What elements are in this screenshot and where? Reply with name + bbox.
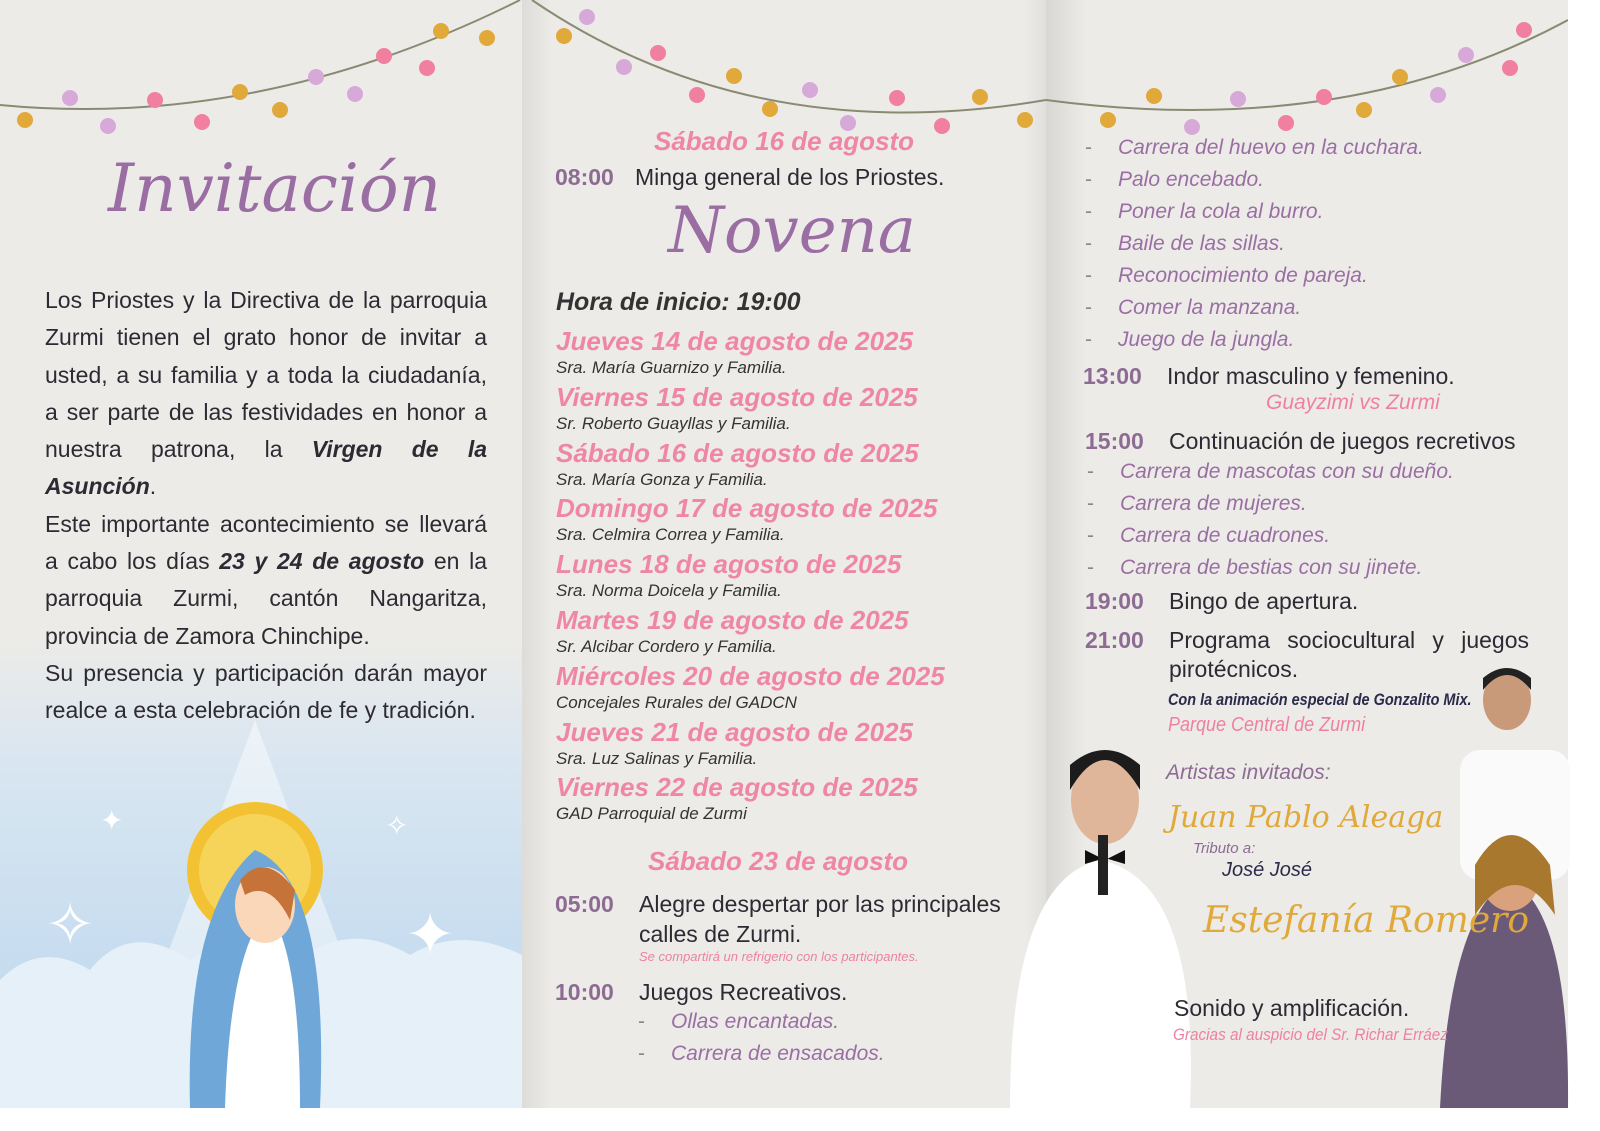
light-bulb-icon [17, 112, 33, 128]
game-item: - Poner la cola al burro. [1085, 200, 1324, 223]
event-activity: calles de Zurmi. [639, 921, 802, 947]
light-bulb-icon [194, 114, 210, 130]
novena-host: Sra. María Guarnizo y Familia. [556, 358, 787, 377]
light-bulb-icon [972, 89, 988, 105]
light-bulb-icon [232, 84, 248, 100]
event-activity: Bingo de apertura. [1169, 588, 1359, 614]
light-bulb-icon [762, 101, 778, 117]
light-bulb-icon [347, 86, 363, 102]
novena-date: Jueves 14 de agosto de 2025 [556, 326, 913, 356]
juan-pablo-photo [1010, 750, 1191, 1108]
light-bulb-icon [726, 68, 742, 84]
game-item: - Carrera de bestias con su jinete. [1087, 556, 1423, 579]
event-activity: Juegos Recreativos. [639, 979, 848, 1005]
light-bulb-icon [1316, 89, 1332, 105]
event-activity: pirotécnicos. [1169, 656, 1299, 682]
novena-date: Viernes 22 de agosto de 2025 [556, 772, 918, 803]
saturday16-heading: Sábado 16 de agosto [654, 126, 915, 156]
light-bulb-icon [1278, 115, 1294, 131]
artist-name: Estefanía Romero [1203, 900, 1530, 941]
light-bulb-icon [579, 9, 595, 25]
event-activity: Indor masculino y femenino. [1167, 363, 1455, 389]
light-bulb-icon [62, 90, 78, 106]
artists-label: Artistas invitados: [1166, 761, 1331, 784]
light-bulb-icon [616, 59, 632, 75]
light-bulb-icon [1356, 102, 1372, 118]
novena-date: Sábado 16 de agosto de 2025 [556, 437, 919, 468]
star-icon: ✦ [405, 901, 456, 968]
event-activity: Programa sociocultural y juegos [1169, 627, 1529, 653]
game-item: - Carrera de cuadrones. [1087, 524, 1331, 547]
light-bulb-icon [100, 118, 116, 134]
string-lights-left [0, 0, 522, 140]
light-bulb-icon [147, 92, 163, 108]
invitation-title: Invitación [108, 150, 442, 227]
event-activity: Alegre despertar por las principales [639, 891, 1001, 917]
animation-note: Con la animación especial de Gonzalito Mix. [1168, 690, 1472, 709]
light-bulb-icon [889, 90, 905, 106]
event-time: 15:00 [1085, 428, 1144, 454]
event-time: 10:00 [555, 979, 614, 1005]
light-bulb-icon [934, 118, 950, 134]
novena-start-time: Hora de inicio: 19:00 [556, 288, 801, 316]
event-location: Parque Central de Zurmi [1168, 714, 1366, 736]
novena-date: Domingo 17 de agosto de 2025 [556, 493, 938, 524]
virgin-mary-illustration [0, 720, 522, 1108]
light-bulb-icon [376, 48, 392, 64]
event-activity: Minga general de los Priostes. [635, 164, 945, 190]
novena-host: Sra. Celmira Correa y Familia. [556, 525, 785, 545]
light-bulb-icon [1516, 22, 1532, 38]
string-lights-right [1046, 0, 1568, 140]
novena-title: Novena [668, 194, 916, 268]
light-bulb-icon [479, 30, 495, 46]
novena-date: Jueves 21 de agosto de 2025 [556, 716, 913, 747]
light-bulb-icon [272, 102, 288, 118]
novena-host: Sra. Norma Doicela y Familia. [556, 581, 782, 601]
saturday23-heading: Sábado 23 de agosto [648, 846, 909, 876]
light-bulb-icon [1392, 69, 1408, 85]
game-item: - Carrera de ensacados. [638, 1042, 885, 1065]
novena-date: Martes 19 de agosto de 2025 [556, 605, 909, 635]
game-item: - Baile de las sillas. [1085, 232, 1285, 255]
star-icon: ✧ [45, 891, 96, 958]
artist-name: Juan Pablo Aleaga [1168, 800, 1444, 835]
game-item: - Juego de la jungla. [1085, 328, 1295, 351]
event-time: 05:00 [555, 891, 614, 917]
event-note: Se compartirá un refrigerio con los participantes. [639, 949, 919, 964]
novena-date: Lunes 18 de agosto de 2025 [556, 549, 902, 580]
invitation-panel [0, 0, 522, 1108]
light-bulb-icon [1146, 88, 1162, 104]
game-item: - Carrera de mascotas con su dueño. [1087, 460, 1454, 483]
game-item: - Comer la manzana. [1085, 296, 1302, 319]
event-time: 13:00 [1083, 363, 1142, 389]
light-bulb-icon [1017, 112, 1033, 128]
game-item: - Reconocimiento de pareja. [1085, 264, 1368, 287]
event-activity: Continuación de juegos recretivos [1169, 428, 1516, 454]
game-item: - Carrera de mujeres. [1087, 492, 1307, 515]
sound-note: Sonido y amplificación. [1174, 995, 1410, 1021]
light-bulb-icon [308, 69, 324, 85]
light-bulb-icon [1184, 119, 1200, 135]
sponsor-note: Gracias al auspicio del Sr. Richar Erráez [1173, 1025, 1448, 1044]
invitation-text: Los Priostes y la Directiva de la parroquia Zurmi tienen el grato honor de invitar a usted, a su familia y a toda la ciudadanía, a ser parte de las festividades en honor a nuestra patrona, la Virgen de la Asunción. Este importante acontecimiento se llevará a cabo los días 23 y 24 de agosto en la parroquia Zurmi, cantón Nangaritza, provincia de Zamora Chinchipe. Su presencia y participación darán mayor realce a esta celebración de fe y tradición. [45, 287, 488, 724]
event-time: 21:00 [1085, 627, 1144, 653]
game-item: - Palo encebado. [1085, 168, 1264, 191]
game-item: - Carrera del huevo en la cuchara. [1085, 136, 1424, 159]
novena-host: Concejales Rurales del GADCN [556, 692, 797, 712]
novena-date: Viernes 15 de agosto de 2025 [556, 381, 918, 412]
game-item: - Ollas encantadas. [638, 1010, 840, 1033]
light-bulb-icon [1230, 91, 1246, 107]
novena-host: GAD Parroquial de Zurmi [556, 804, 747, 824]
light-bulb-icon [1502, 60, 1518, 76]
light-bulb-icon [419, 60, 435, 76]
light-bulb-icon [1430, 87, 1446, 103]
light-bulb-icon [689, 87, 705, 103]
estefania-photo [1440, 835, 1568, 1108]
tribute-artist: José José [1222, 859, 1313, 881]
event-time: 08:00 [555, 164, 614, 190]
light-bulb-icon [433, 23, 449, 39]
star-icon: ✦ [100, 805, 124, 836]
light-bulb-icon [1458, 47, 1474, 63]
novena-host: Sr. Alcibar Cordero y Familia. [556, 637, 777, 656]
string-lights-middle [522, 0, 1046, 140]
novena-host: Sr. Roberto Guayllas y Familia. [556, 413, 791, 433]
novena-date: Miércoles 20 de agosto de 2025 [556, 660, 945, 691]
light-bulb-icon [556, 28, 572, 44]
light-bulb-icon [650, 45, 666, 61]
novena-host: Sra. María Gonza y Familia. [556, 469, 768, 489]
match-note: Guayzimi vs Zurmi [1266, 391, 1440, 414]
event-time: 19:00 [1085, 588, 1144, 614]
tribute-label: Tributo a: [1193, 840, 1256, 857]
light-bulb-icon [1100, 112, 1116, 128]
star-icon: ✧ [385, 810, 409, 841]
light-bulb-icon [802, 82, 818, 98]
novena-host: Sra. Luz Salinas y Familia. [556, 748, 758, 768]
